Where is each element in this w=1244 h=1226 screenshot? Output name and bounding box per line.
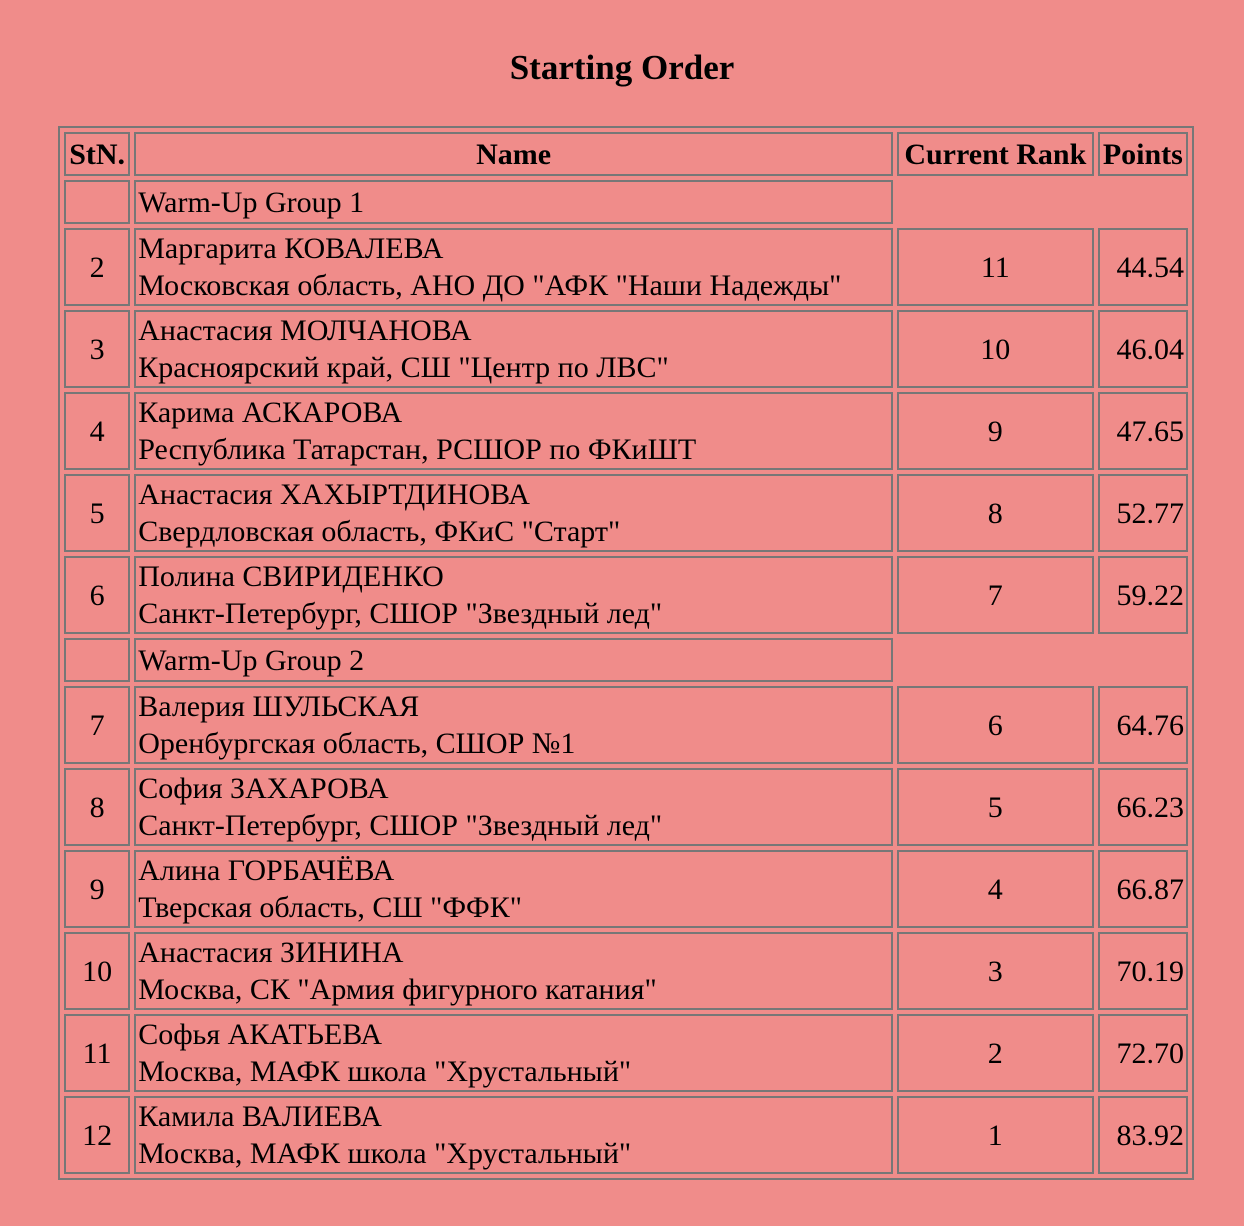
group-label: Warm-Up Group 1 [134, 180, 893, 224]
starting-number: 3 [64, 310, 130, 388]
skater-club: Красноярский край, СШ "Центр по ЛВС" [138, 351, 669, 384]
starting-number: 7 [64, 686, 130, 764]
skater-club: Санкт-Петербург, СШОР "Звездный лед" [138, 809, 663, 842]
header-points: Points [1098, 132, 1188, 176]
current-rank: 5 [897, 768, 1094, 846]
points: 44.54 [1098, 228, 1188, 306]
points: 47.65 [1098, 392, 1188, 470]
points: 52.77 [1098, 474, 1188, 552]
skater-cell [134, 474, 893, 552]
current-rank: 8 [897, 474, 1094, 552]
points: 66.87 [1098, 850, 1188, 928]
group-label: Warm-Up Group 2 [134, 638, 893, 682]
skater-cell [134, 686, 893, 764]
table-row [64, 768, 1188, 846]
table-row [64, 310, 1188, 388]
table-row [64, 932, 1188, 1010]
skater-cell [134, 768, 893, 846]
skater-club: Санкт-Петербург, СШОР "Звездный лед" [138, 597, 663, 630]
page-title: Starting Order [509, 48, 735, 87]
skater-name: Анастасия ХАХЫРТДИНОВА [138, 478, 530, 511]
table-row [64, 850, 1188, 928]
warm-up-group-row [64, 180, 1188, 224]
starting-number: 6 [64, 556, 130, 634]
skater-cell [134, 1096, 893, 1174]
skater-name: Полина СВИРИДЕНКО [138, 560, 444, 593]
starting-number: 2 [64, 228, 130, 306]
current-rank: 4 [897, 850, 1094, 928]
current-rank: 1 [897, 1096, 1094, 1174]
skater-name: Алина ГОРБАЧЁВА [138, 854, 395, 887]
starting-number: 12 [64, 1096, 130, 1174]
skater-cell [134, 556, 893, 634]
skater-club: Москва, МАФК школа "Хрустальный" [138, 1055, 632, 1088]
current-rank: 3 [897, 932, 1094, 1010]
points: 59.22 [1098, 556, 1188, 634]
current-rank: 10 [897, 310, 1094, 388]
group-stn-cell [64, 638, 130, 682]
table-row [64, 556, 1188, 634]
table-row [64, 1014, 1188, 1092]
skater-cell [134, 392, 893, 470]
starting-number: 4 [64, 392, 130, 470]
starting-number: 5 [64, 474, 130, 552]
skater-name: Камила ВАЛИЕВА [138, 1100, 382, 1133]
skater-club: Республика Татарстан, РСШОР по ФКиШТ [138, 433, 697, 466]
points: 70.19 [1098, 932, 1188, 1010]
skater-club: Оренбургская область, СШОР №1 [138, 727, 576, 760]
header-stn: StN. [64, 132, 130, 176]
header-current-rank: Current Rank [897, 132, 1094, 176]
skater-name: София ЗАХАРОВА [138, 772, 389, 805]
points: 66.23 [1098, 768, 1188, 846]
table-row [64, 686, 1188, 764]
header-name: Name [134, 132, 893, 176]
points: 64.76 [1098, 686, 1188, 764]
table-row [64, 392, 1188, 470]
skater-name: Маргарита КОВАЛЕВА [138, 232, 444, 265]
current-rank: 2 [897, 1014, 1094, 1092]
table-row [64, 474, 1188, 552]
current-rank: 6 [897, 686, 1094, 764]
skater-name: Карима АСКАРОВА [138, 396, 403, 429]
skater-cell [134, 310, 893, 388]
skater-club: Тверская область, СШ "ФФК" [138, 891, 523, 924]
skater-cell [134, 932, 893, 1010]
warm-up-group-row [64, 638, 1188, 682]
starting-number: 11 [64, 1014, 130, 1092]
skater-club: Москва, СК "Армия фигурного катания" [138, 973, 657, 1006]
skater-name: Анастасия ЗИНИНА [138, 936, 404, 969]
points: 83.92 [1098, 1096, 1188, 1174]
table-row [64, 1096, 1188, 1174]
skater-cell [134, 850, 893, 928]
starting-number: 9 [64, 850, 130, 928]
points: 46.04 [1098, 310, 1188, 388]
current-rank: 11 [897, 228, 1094, 306]
skater-club: Московская область, АНО ДО "АФК "Наши Надежды" [138, 269, 842, 302]
starting-number: 8 [64, 768, 130, 846]
table-row [64, 228, 1188, 306]
starting-number: 10 [64, 932, 130, 1010]
skater-name: Софья АКАТЬЕВА [138, 1018, 383, 1051]
starting-order-table [58, 126, 1194, 1180]
skater-name: Валерия ШУЛЬСКАЯ [138, 690, 420, 723]
header-row [64, 132, 1188, 176]
skater-cell [134, 1014, 893, 1092]
skater-club: Москва, МАФК школа "Хрустальный" [138, 1137, 632, 1170]
current-rank: 7 [897, 556, 1094, 634]
group-stn-cell [64, 180, 130, 224]
points: 72.70 [1098, 1014, 1188, 1092]
skater-club: Свердловская область, ФКиС "Старт" [138, 515, 621, 548]
skater-cell [134, 228, 893, 306]
current-rank: 9 [897, 392, 1094, 470]
skater-name: Анастасия МОЛЧАНОВА [138, 314, 472, 347]
